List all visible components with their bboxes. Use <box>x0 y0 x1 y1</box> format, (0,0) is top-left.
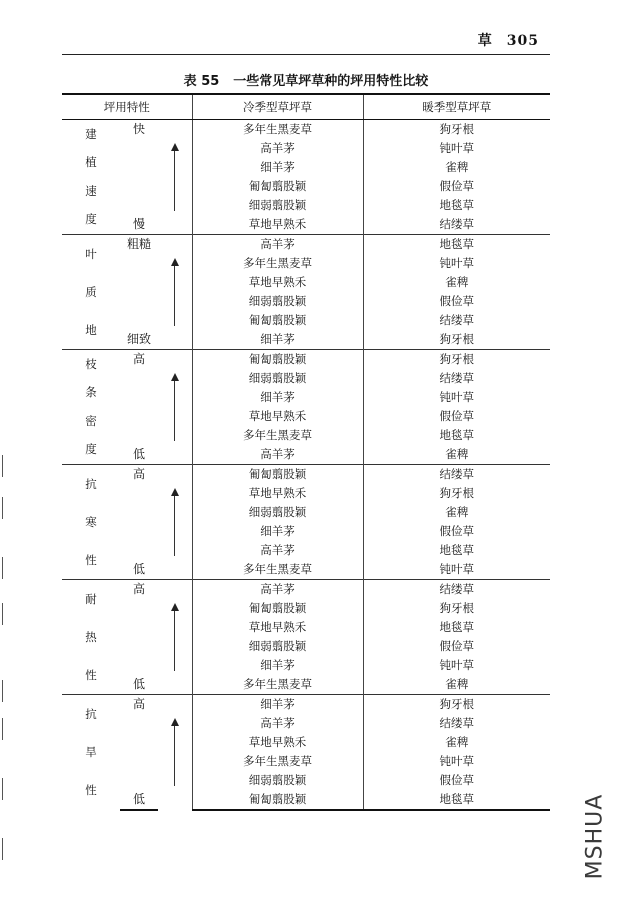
warm-season-grass: 钝叶草 <box>363 254 550 273</box>
cool-season-grass: 细羊茅 <box>192 522 363 541</box>
running-head <box>478 30 539 50</box>
warm-season-grass: 钝叶草 <box>363 752 550 771</box>
rank-spacer <box>120 484 158 503</box>
table-row <box>62 503 550 522</box>
cool-season-grass: 匍匐翦股颖 <box>192 599 363 618</box>
warm-season-grass: 假俭草 <box>363 177 550 196</box>
rank-arrow <box>158 119 192 234</box>
table-row <box>62 675 550 695</box>
rank-spacer <box>120 637 158 656</box>
trait-label-char: 速 <box>85 183 97 198</box>
table-number: 表 55 <box>183 74 220 89</box>
cool-season-grass: 匍匐翦股颖 <box>192 349 363 369</box>
trait-label-char: 条 <box>85 385 97 400</box>
warm-season-grass: 雀稗 <box>363 158 550 177</box>
cool-season-grass: 草地早熟禾 <box>192 733 363 752</box>
header-warm-season: 暖季型草坪草 <box>363 94 550 119</box>
warm-season-grass: 假俭草 <box>363 637 550 656</box>
table-row <box>62 311 550 330</box>
trait-label-char: 植 <box>85 155 97 170</box>
warm-season-grass: 雀稗 <box>363 675 550 695</box>
warm-season-grass: 狗牙根 <box>363 119 550 139</box>
rank-spacer <box>120 196 158 215</box>
rank-top-label: 高 <box>120 464 158 484</box>
margin-mark <box>2 497 3 519</box>
trait-label-char: 地 <box>85 322 97 337</box>
rank-spacer <box>120 541 158 560</box>
trait-label <box>62 234 120 349</box>
table-row <box>62 579 550 599</box>
trait-label <box>62 349 120 464</box>
rank-top-label: 快 <box>120 119 158 139</box>
table-row <box>62 196 550 215</box>
warm-season-grass: 狗牙根 <box>363 484 550 503</box>
warm-season-grass: 结缕草 <box>363 714 550 733</box>
warm-season-grass: 钝叶草 <box>363 388 550 407</box>
warm-season-grass: 地毯草 <box>363 196 550 215</box>
warm-season-grass: 雀稗 <box>363 273 550 292</box>
trait-label-char: 热 <box>85 629 97 644</box>
table-row <box>62 464 550 484</box>
table-row <box>62 599 550 618</box>
rank-top-label: 高 <box>120 579 158 599</box>
rank-bottom-label: 慢 <box>132 216 145 231</box>
cool-season-grass: 高羊茅 <box>192 234 363 254</box>
warm-season-grass: 雀稗 <box>363 733 550 752</box>
margin-mark <box>2 603 3 625</box>
table-row <box>62 215 550 235</box>
header-trait: 坪用特性 <box>62 94 192 119</box>
rank-bottom-label: 低 <box>132 446 145 461</box>
warm-season-grass: 钝叶草 <box>363 560 550 580</box>
trait-label <box>62 694 120 810</box>
cool-season-grass: 细弱翦股颖 <box>192 503 363 522</box>
trait-label-char: 性 <box>85 783 97 797</box>
warm-season-grass: 假俭草 <box>363 407 550 426</box>
trait-label-char: 寒 <box>85 514 97 529</box>
warm-season-grass: 结缕草 <box>363 215 550 235</box>
header-cool-season: 冷季型草坪草 <box>192 94 363 119</box>
trait-label-char: 叶 <box>85 246 97 261</box>
cool-season-grass: 细羊茅 <box>192 388 363 407</box>
chapter-label: 草 <box>477 33 493 49</box>
cool-season-grass: 细弱翦股颖 <box>192 292 363 311</box>
trait-label-char: 抗 <box>85 476 97 491</box>
rank-bottom-label: 低 <box>132 561 145 576</box>
cool-season-grass: 草地早熟禾 <box>192 215 363 235</box>
cool-season-grass: 细羊茅 <box>192 694 363 714</box>
table-row <box>62 292 550 311</box>
rank-spacer <box>120 503 158 522</box>
trait-label-char: 度 <box>85 212 97 227</box>
rank-arrow <box>158 579 192 694</box>
rank-bottom-label: 细致 <box>126 331 151 346</box>
trait-label-char: 度 <box>85 442 97 457</box>
table-title: 一些常见草坪草种的坪用特性比较 <box>233 74 429 89</box>
rank-arrow <box>158 464 192 579</box>
cool-season-grass: 多年生黑麦草 <box>192 560 363 580</box>
cool-season-grass: 多年生黑麦草 <box>192 752 363 771</box>
warm-season-grass: 地毯草 <box>363 426 550 445</box>
warm-season-grass: 雀稗 <box>363 503 550 522</box>
cool-season-grass: 高羊茅 <box>192 139 363 158</box>
cool-season-grass: 匍匐翦股颖 <box>192 311 363 330</box>
cool-season-grass: 匍匐翦股颖 <box>192 464 363 484</box>
warm-season-grass: 结缕草 <box>363 579 550 599</box>
trait-label-char: 枝 <box>85 356 97 371</box>
table-row <box>62 752 550 771</box>
margin-mark <box>2 680 3 702</box>
trait-label <box>62 119 120 234</box>
rank-bottom-label: 低 <box>132 676 145 691</box>
rank-spacer <box>120 733 158 752</box>
table-row <box>62 694 550 714</box>
table-row <box>62 541 550 560</box>
table-row <box>62 119 550 139</box>
table-row <box>62 484 550 503</box>
table-row <box>62 522 550 541</box>
warm-season-grass: 钝叶草 <box>363 656 550 675</box>
rank-spacer <box>120 656 158 675</box>
rank-spacer <box>120 254 158 273</box>
rank-bottom-label: 低 <box>120 790 158 810</box>
rank-spacer <box>120 618 158 637</box>
warm-season-grass: 狗牙根 <box>363 694 550 714</box>
cool-season-grass: 细羊茅 <box>192 330 363 350</box>
warm-season-grass: 结缕草 <box>363 311 550 330</box>
warm-season-grass: 地毯草 <box>363 541 550 560</box>
table-row <box>62 445 550 465</box>
cool-season-grass: 细羊茅 <box>192 158 363 177</box>
trait-label-char: 耐 <box>85 591 97 606</box>
rank-spacer <box>120 311 158 330</box>
rank-arrow <box>158 234 192 349</box>
cool-season-grass: 多年生黑麦草 <box>192 675 363 695</box>
watermark <box>580 783 610 889</box>
trait-label-char: 性 <box>85 552 97 567</box>
cool-season-grass: 高羊茅 <box>192 541 363 560</box>
trait-label-char: 建 <box>85 126 97 141</box>
table-row <box>62 714 550 733</box>
cool-season-grass: 细弱翦股颖 <box>192 637 363 656</box>
table-container <box>62 93 550 811</box>
warm-season-grass: 狗牙根 <box>363 330 550 350</box>
table-row <box>62 656 550 675</box>
rank-spacer <box>120 177 158 196</box>
table-row <box>62 407 550 426</box>
table-caption <box>62 70 550 89</box>
warm-season-grass: 狗牙根 <box>363 599 550 618</box>
rank-spacer <box>120 599 158 618</box>
rank-top-label: 高 <box>120 694 158 714</box>
cool-season-grass: 细弱翦股颖 <box>192 771 363 790</box>
rank-spacer <box>120 426 158 445</box>
table-row <box>62 254 550 273</box>
warm-season-grass: 地毯草 <box>363 234 550 254</box>
cool-season-grass: 细弱翦股颖 <box>192 196 363 215</box>
warm-season-grass: 狗牙根 <box>363 349 550 369</box>
margin-mark <box>2 718 3 740</box>
table-row <box>62 637 550 656</box>
warm-season-grass: 钝叶草 <box>363 139 550 158</box>
cool-season-grass: 高羊茅 <box>192 714 363 733</box>
table-row <box>62 426 550 445</box>
margin-mark <box>2 557 3 579</box>
table-row <box>62 369 550 388</box>
table-row <box>62 177 550 196</box>
margin-mark <box>2 778 3 800</box>
cool-season-grass: 多年生黑麦草 <box>192 254 363 273</box>
table-row <box>62 618 550 637</box>
table-row <box>62 790 550 810</box>
rank-top-label: 粗糙 <box>120 234 158 254</box>
warm-season-grass: 假俭草 <box>363 292 550 311</box>
cool-season-grass: 匍匐翦股颖 <box>192 177 363 196</box>
table-row <box>62 234 550 254</box>
rank-spacer <box>120 771 158 790</box>
cool-season-grass: 草地早熟禾 <box>192 407 363 426</box>
table-row <box>62 330 550 350</box>
header-rule <box>62 54 550 55</box>
table-row <box>62 560 550 580</box>
cool-season-grass: 细羊茅 <box>192 656 363 675</box>
table-row <box>62 349 550 369</box>
table-row <box>62 273 550 292</box>
rank-spacer <box>120 273 158 292</box>
rank-arrow <box>158 349 192 464</box>
table-body <box>62 119 550 810</box>
warm-season-grass: 结缕草 <box>363 464 550 484</box>
warm-season-grass: 结缕草 <box>363 369 550 388</box>
trait-label-char: 旱 <box>85 745 97 759</box>
rank-spacer <box>120 714 158 733</box>
rank-top-label: 高 <box>120 349 158 369</box>
trait-label-char: 质 <box>85 284 97 299</box>
watermark-text: MSHUA <box>582 793 608 879</box>
table-row <box>62 733 550 752</box>
warm-season-grass: 雀稗 <box>363 445 550 465</box>
rank-spacer <box>120 752 158 771</box>
table-row <box>62 388 550 407</box>
rank-arrow <box>158 694 192 810</box>
table-row <box>62 139 550 158</box>
cool-season-grass: 高羊茅 <box>192 579 363 599</box>
table-header-row <box>62 94 550 119</box>
rank-spacer <box>120 407 158 426</box>
rank-spacer <box>120 388 158 407</box>
warm-season-grass: 假俭草 <box>363 771 550 790</box>
trait-label <box>62 579 120 694</box>
margin-mark <box>2 838 3 860</box>
cool-season-grass: 多年生黑麦草 <box>192 426 363 445</box>
trait-label-char: 性 <box>85 667 97 682</box>
cool-season-grass: 细弱翦股颖 <box>192 369 363 388</box>
rank-spacer <box>120 369 158 388</box>
table-row <box>62 771 550 790</box>
table-row <box>62 158 550 177</box>
comparison-table <box>62 93 550 811</box>
rank-spacer <box>120 158 158 177</box>
cool-season-grass: 草地早熟禾 <box>192 618 363 637</box>
cool-season-grass: 匍匐翦股颖 <box>192 790 363 810</box>
page-number: 305 <box>506 33 539 49</box>
trait-label <box>62 464 120 579</box>
warm-season-grass: 假俭草 <box>363 522 550 541</box>
rank-spacer <box>120 292 158 311</box>
margin-mark <box>2 455 3 477</box>
cool-season-grass: 高羊茅 <box>192 445 363 465</box>
cool-season-grass: 草地早熟禾 <box>192 273 363 292</box>
cool-season-grass: 草地早熟禾 <box>192 484 363 503</box>
trait-label-char: 抗 <box>85 707 97 721</box>
rank-spacer <box>120 139 158 158</box>
warm-season-grass: 地毯草 <box>363 790 550 810</box>
trait-label-char: 密 <box>85 413 97 428</box>
rank-spacer <box>120 522 158 541</box>
cool-season-grass: 多年生黑麦草 <box>192 119 363 139</box>
warm-season-grass: 地毯草 <box>363 618 550 637</box>
